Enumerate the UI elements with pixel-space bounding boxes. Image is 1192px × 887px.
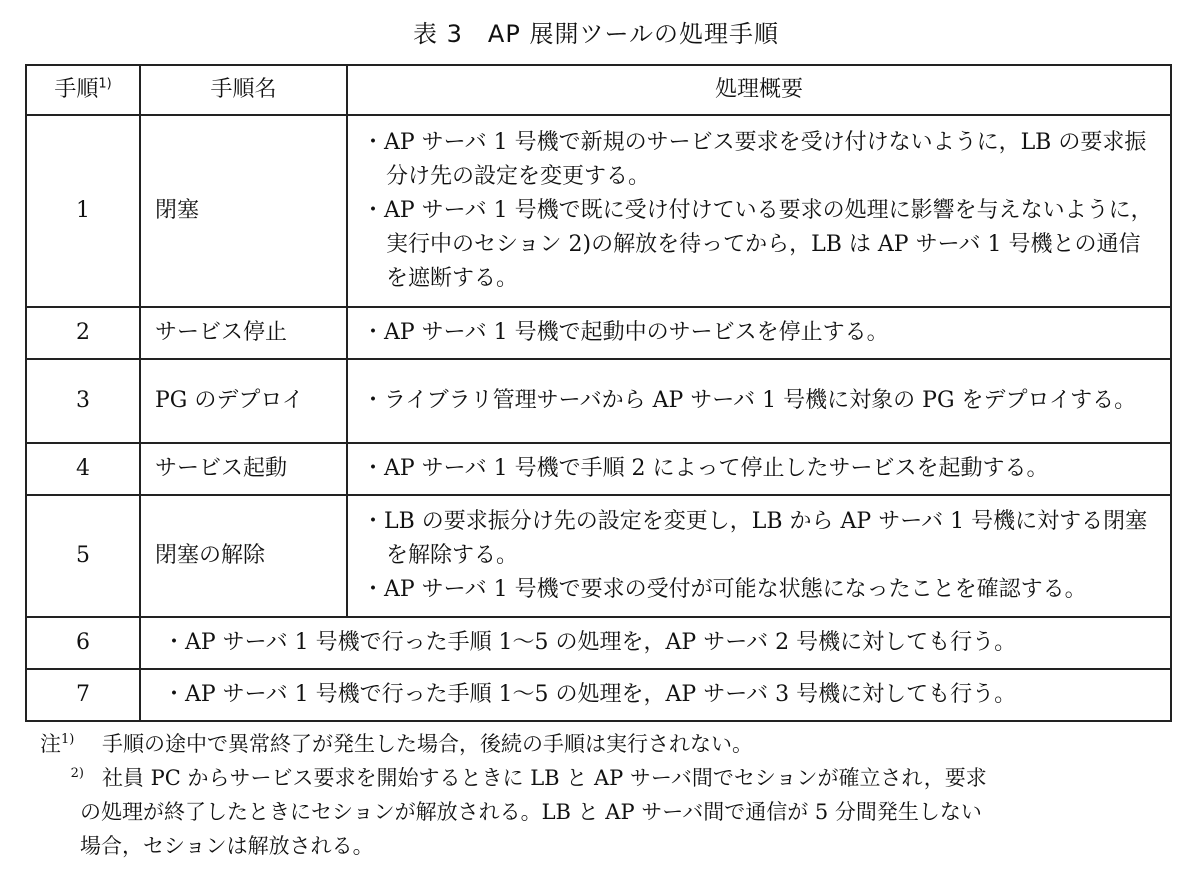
footnote-1-mark (40, 727, 102, 761)
header-step-label: 手順 (54, 77, 99, 102)
table-header-row (26, 65, 1171, 115)
table-row (26, 617, 1171, 669)
step-number: 1 (26, 115, 140, 307)
footnote-1-number: 1) (61, 732, 75, 747)
step-description (347, 495, 1171, 617)
step-description (347, 307, 1171, 359)
footnote-1-text: 手順の途中で異常終了が発生した場合，後続の手順は実行されない。 (102, 732, 753, 756)
step-number: 3 (26, 359, 140, 443)
header-name: 手順名 (140, 65, 347, 115)
step-description: ・AP サーバ 1 号機で行った手順 1～5 の処理を，AP サーバ 2 号機に対しても行う。 (140, 617, 1171, 669)
footnote-2-number: 2) (70, 766, 84, 781)
description-bullet: ・AP サーバ 1 号機で起動中のサービスを停止する。 (362, 320, 889, 345)
footnote-2-mark (40, 761, 102, 795)
header-step (26, 65, 140, 115)
step-number: 4 (26, 443, 140, 495)
header-desc: 処理概要 (347, 65, 1171, 115)
footnote-2-line-3: 場合，セションは解放される。 (80, 834, 374, 858)
description-bullet: ・AP サーバ 1 号機で要求の受付が可能な状態になったことを確認する。 (362, 577, 1087, 602)
procedure-table (25, 64, 1172, 722)
table-row (26, 669, 1171, 721)
footnotes (40, 727, 1160, 863)
footnote-2 (40, 761, 1160, 795)
table-row (26, 495, 1171, 617)
table-row (26, 115, 1171, 307)
footnote-prefix: 注 (40, 732, 61, 756)
table-row (26, 307, 1171, 359)
step-number: 7 (26, 669, 140, 721)
step-name: 閉塞の解除 (140, 495, 347, 617)
table-row (26, 359, 1171, 443)
header-step-footnote-mark: 1) (98, 76, 112, 92)
description-bullet: ・AP サーバ 1 号機で新規のサービス要求を受け付けないように，LB の要求振分け先の設定を変更する。 (362, 130, 1147, 189)
step-description (347, 359, 1171, 443)
step-description (347, 115, 1171, 307)
description-bullet: ・ライブラリ管理サーバから AP サーバ 1 号機に対象の PG をデプロイする。 (362, 388, 1137, 413)
description-bullet: ・AP サーバ 1 号機で既に受け付けている要求の処理に影響を与えないように，実行中のセション 2)の解放を待ってから，LB は AP サーバ 1 号機との通信を遮断する。 (362, 198, 1153, 291)
footnote-1 (40, 727, 1160, 761)
table-caption: 表 3 AP 展開ツールの処理手順 (413, 20, 779, 48)
step-number: 2 (26, 307, 140, 359)
step-name: PG のデプロイ (140, 359, 347, 443)
footnote-2-line-2: の処理が終了したときにセションが解放される。LB と AP サーバ間で通信が 5 分間発生しない (80, 800, 982, 824)
step-name: 閉塞 (140, 115, 347, 307)
step-name: サービス停止 (140, 307, 347, 359)
step-number: 6 (26, 617, 140, 669)
description-bullet: ・AP サーバ 1 号機で手順 2 によって停止したサービスを起動する。 (362, 456, 1049, 481)
step-number: 5 (26, 495, 140, 617)
table-row (26, 443, 1171, 495)
footnote-2-line-1: 社員 PC からサービス要求を開始するときに LB と AP サーバ間でセションが確立され，要求 (102, 766, 987, 790)
description-bullet: ・LB の要求振分け先の設定を変更し，LB から AP サーバ 1 号機に対する閉塞を解除する。 (362, 509, 1148, 568)
step-description (347, 443, 1171, 495)
step-description: ・AP サーバ 1 号機で行った手順 1～5 の処理を，AP サーバ 3 号機に対しても行う。 (140, 669, 1171, 721)
step-name: サービス起動 (140, 443, 347, 495)
